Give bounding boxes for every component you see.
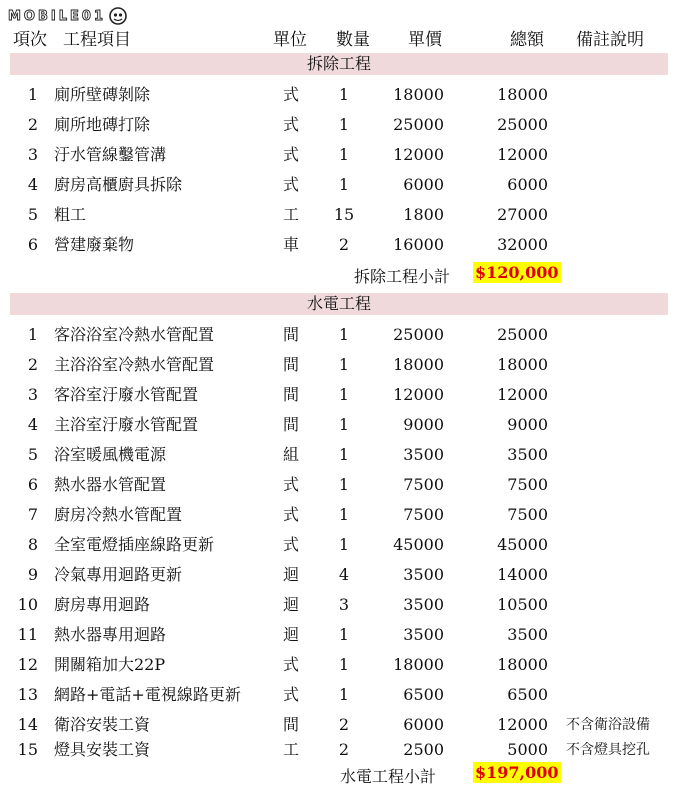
row-no: 9 xyxy=(27,565,38,584)
row-price: 25000 xyxy=(393,115,444,134)
subtotal-label: 拆除工程小計 xyxy=(354,267,451,286)
row-no: 13 xyxy=(17,685,38,704)
row-total: 3500 xyxy=(507,625,548,644)
row-item: 廁所地磚打除 xyxy=(54,115,151,134)
row-no: 3 xyxy=(27,145,38,164)
row-qty: 1 xyxy=(338,505,350,524)
row-item: 廚房冷熱水管配置 xyxy=(54,505,183,524)
row-price: 12000 xyxy=(393,145,444,164)
row-qty: 1 xyxy=(338,655,350,674)
row-item: 主浴室汙廢水管配置 xyxy=(54,415,199,434)
row-total: 45000 xyxy=(497,535,548,554)
section-title-demolition: 拆除工程 xyxy=(10,53,668,75)
row-price: 3500 xyxy=(403,625,444,644)
row-price: 6500 xyxy=(403,685,444,704)
row-price: 9000 xyxy=(403,415,444,434)
table-row xyxy=(0,440,681,470)
row-unit: 迴 xyxy=(283,595,300,614)
row-unit: 間 xyxy=(283,715,300,734)
table-row xyxy=(0,470,681,500)
row-price: 25000 xyxy=(393,325,444,344)
header-item: 工程項目 xyxy=(63,30,131,50)
table-row xyxy=(0,500,681,530)
row-qty: 1 xyxy=(338,445,350,464)
row-total: 12000 xyxy=(497,385,548,404)
row-item: 廁所壁磚剝除 xyxy=(54,85,151,104)
row-no: 5 xyxy=(27,445,38,464)
subtotal-label: 水電工程小計 xyxy=(340,767,437,786)
header-unit: 單位 xyxy=(273,30,307,50)
row-price: 6000 xyxy=(403,175,444,194)
row-price: 3500 xyxy=(403,445,444,464)
row-total: 9000 xyxy=(507,415,548,434)
row-total: 7500 xyxy=(507,505,548,524)
row-total: 18000 xyxy=(497,355,548,374)
row-no: 6 xyxy=(27,475,38,494)
table-row xyxy=(0,680,681,710)
row-total: 18000 xyxy=(497,655,548,674)
subtotal-value: $197,000 xyxy=(475,763,559,782)
table-row xyxy=(0,110,681,140)
row-price: 3500 xyxy=(403,565,444,584)
row-total: 25000 xyxy=(497,115,548,134)
row-price: 6000 xyxy=(403,715,444,734)
row-unit: 式 xyxy=(283,175,300,194)
row-total: 6000 xyxy=(507,175,548,194)
row-no: 14 xyxy=(17,715,38,734)
row-item: 燈具安裝工資 xyxy=(54,740,151,759)
row-total: 32000 xyxy=(497,235,548,254)
row-item: 浴室暖風機電源 xyxy=(54,445,167,464)
row-qty: 2 xyxy=(338,740,350,759)
row-no: 15 xyxy=(17,740,38,759)
row-no: 1 xyxy=(27,85,38,104)
row-item: 汙水管線鑿管溝 xyxy=(54,145,167,164)
row-item: 客浴浴室冷熱水管配置 xyxy=(54,325,215,344)
row-item: 衛浴安裝工資 xyxy=(54,715,151,734)
row-price: 12000 xyxy=(393,385,444,404)
row-qty: 1 xyxy=(338,535,350,554)
table-row xyxy=(0,80,681,110)
row-price: 3500 xyxy=(403,595,444,614)
row-qty: 1 xyxy=(338,85,350,104)
row-unit: 式 xyxy=(283,475,300,494)
table-row xyxy=(0,650,681,680)
row-qty: 1 xyxy=(338,115,350,134)
row-unit: 間 xyxy=(283,355,300,374)
row-qty: 4 xyxy=(338,565,350,584)
row-total: 3500 xyxy=(507,445,548,464)
table-row xyxy=(0,735,681,765)
row-no: 2 xyxy=(27,115,38,134)
row-price: 18000 xyxy=(393,355,444,374)
row-item: 熱水器專用迴路 xyxy=(54,625,167,644)
row-item: 廚房高櫃廚具拆除 xyxy=(54,175,183,194)
row-item: 客浴室汙廢水管配置 xyxy=(54,385,199,404)
row-total: 7500 xyxy=(507,475,548,494)
row-no: 2 xyxy=(27,355,38,374)
row-unit: 式 xyxy=(283,85,300,104)
row-total: 27000 xyxy=(497,205,548,224)
header-total: 總額 xyxy=(510,30,544,50)
row-total: 6500 xyxy=(507,685,548,704)
row-unit: 式 xyxy=(283,685,300,704)
row-item: 網路+電話+電視線路更新 xyxy=(54,685,241,704)
row-item: 開關箱加大22P xyxy=(54,655,166,674)
header-price: 單價 xyxy=(408,30,442,50)
row-unit: 間 xyxy=(283,325,300,344)
row-note: 不含衛浴設備 xyxy=(566,717,650,733)
row-no: 11 xyxy=(17,625,38,644)
row-qty: 2 xyxy=(338,235,350,254)
row-unit: 式 xyxy=(283,505,300,524)
table-row xyxy=(0,140,681,170)
row-unit: 工 xyxy=(283,205,300,224)
row-qty: 2 xyxy=(338,715,350,734)
row-no: 12 xyxy=(17,655,38,674)
row-item: 營建廢棄物 xyxy=(54,235,135,254)
header-qty: 數量 xyxy=(336,30,370,50)
row-item: 粗工 xyxy=(54,205,87,224)
row-qty: 3 xyxy=(338,595,350,614)
row-price: 1800 xyxy=(403,205,444,224)
row-price: 7500 xyxy=(403,505,444,524)
table-row xyxy=(0,620,681,650)
row-no: 4 xyxy=(27,175,38,194)
header-no: 項次 xyxy=(13,30,47,50)
row-total: 12000 xyxy=(497,715,548,734)
table-row xyxy=(0,590,681,620)
row-unit: 組 xyxy=(283,445,300,464)
row-note: 不含燈具挖孔 xyxy=(566,742,650,758)
row-qty: 1 xyxy=(338,355,350,374)
row-unit: 間 xyxy=(283,415,300,434)
watermark-text: MOBILE01 xyxy=(8,8,106,24)
table-row xyxy=(0,320,681,350)
row-unit: 迴 xyxy=(283,625,300,644)
row-no: 6 xyxy=(27,235,38,254)
logo-face-icon xyxy=(108,6,128,26)
row-total: 10500 xyxy=(497,595,548,614)
table-row xyxy=(0,350,681,380)
row-unit: 式 xyxy=(283,115,300,134)
row-no: 5 xyxy=(27,205,38,224)
row-qty: 15 xyxy=(333,205,355,224)
row-unit: 工 xyxy=(283,740,300,759)
row-qty: 1 xyxy=(338,325,350,344)
table-row xyxy=(0,170,681,200)
row-qty: 1 xyxy=(338,415,350,434)
row-no: 3 xyxy=(27,385,38,404)
row-unit: 式 xyxy=(283,655,300,674)
table-row xyxy=(0,230,681,260)
row-price: 7500 xyxy=(403,475,444,494)
table-row xyxy=(0,380,681,410)
row-unit: 迴 xyxy=(283,565,300,584)
row-item: 全室電燈插座線路更新 xyxy=(54,535,215,554)
row-no: 7 xyxy=(27,505,38,524)
row-total: 5000 xyxy=(507,740,548,759)
row-item: 熱水器水管配置 xyxy=(54,475,167,494)
row-price: 16000 xyxy=(393,235,444,254)
row-qty: 1 xyxy=(338,385,350,404)
table-row xyxy=(0,530,681,560)
subtotal-value: $120,000 xyxy=(475,263,559,282)
row-unit: 式 xyxy=(283,145,300,164)
row-qty: 1 xyxy=(338,625,350,644)
row-qty: 1 xyxy=(338,685,350,704)
section-title-plumbing-electrical: 水電工程 xyxy=(10,293,668,315)
row-price: 2500 xyxy=(403,740,444,759)
row-qty: 1 xyxy=(338,475,350,494)
table-row xyxy=(0,200,681,230)
row-unit: 車 xyxy=(283,235,300,254)
row-qty: 1 xyxy=(338,175,350,194)
row-no: 4 xyxy=(27,415,38,434)
watermark-logo xyxy=(8,6,128,26)
row-item: 冷氣專用迴路更新 xyxy=(54,565,183,584)
row-no: 8 xyxy=(27,535,38,554)
row-price: 45000 xyxy=(393,535,444,554)
table-row xyxy=(0,560,681,590)
row-price: 18000 xyxy=(393,85,444,104)
row-total: 14000 xyxy=(497,565,548,584)
row-total: 25000 xyxy=(497,325,548,344)
row-no: 1 xyxy=(27,325,38,344)
row-unit: 間 xyxy=(283,385,300,404)
row-item: 主浴浴室冷熱水管配置 xyxy=(54,355,215,374)
row-total: 18000 xyxy=(497,85,548,104)
row-unit: 式 xyxy=(283,535,300,554)
row-no: 10 xyxy=(17,595,38,614)
row-total: 12000 xyxy=(497,145,548,164)
row-item: 廚房專用迴路 xyxy=(54,595,151,614)
row-qty: 1 xyxy=(338,145,350,164)
table-row xyxy=(0,410,681,440)
row-price: 18000 xyxy=(393,655,444,674)
header-note: 備註說明 xyxy=(576,30,644,50)
